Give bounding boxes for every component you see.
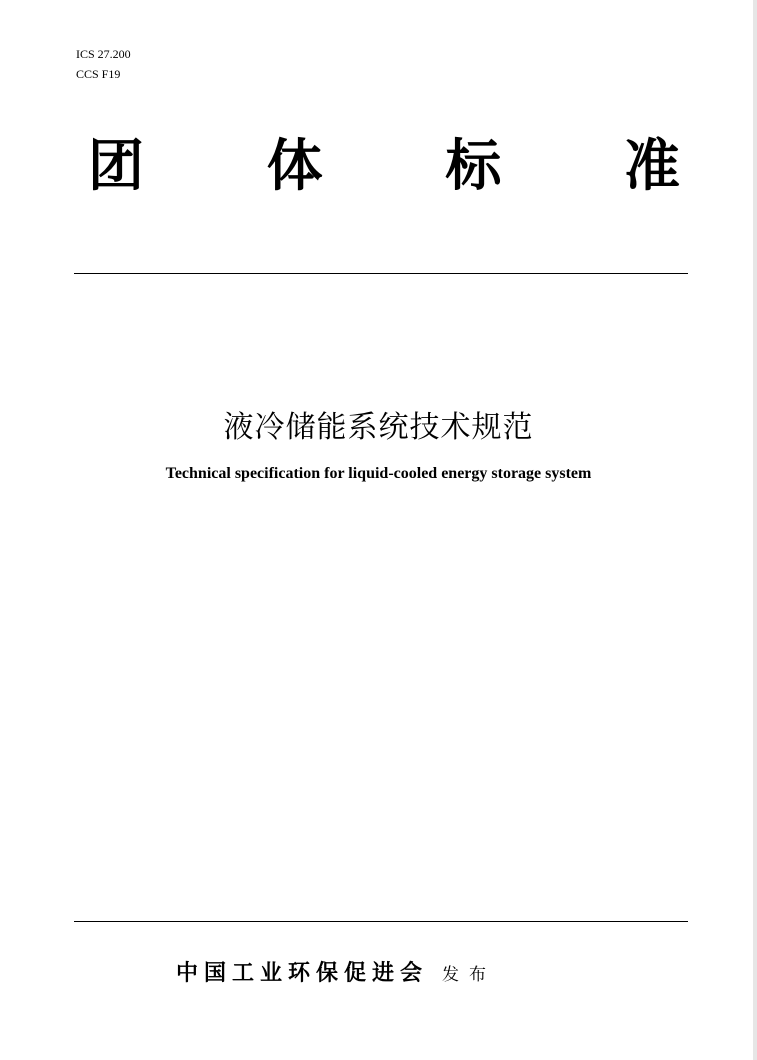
publisher-line (176, 956, 496, 992)
standard-type-char: 体 (266, 134, 323, 199)
release-label: 发布 (442, 965, 497, 985)
publisher-name: 中国工业环保促进会 (176, 960, 429, 986)
ccs-code: CCS F19 (76, 67, 121, 81)
classification-codes (76, 44, 131, 84)
top-divider (74, 273, 688, 274)
bottom-divider (74, 921, 688, 922)
standard-type-char: 团 (88, 134, 144, 199)
document-title-cn: 液冷储能系统技术规范 (223, 410, 534, 445)
standard-type-char: 准 (623, 134, 680, 199)
standard-type-heading (76, 132, 688, 202)
standard-type-char: 标 (445, 134, 502, 199)
page-edge (753, 0, 757, 1060)
ics-code: ICS 27.200 (76, 47, 131, 61)
document-title-en: Technical specification for liquid-cooled energy storage system (165, 465, 592, 482)
